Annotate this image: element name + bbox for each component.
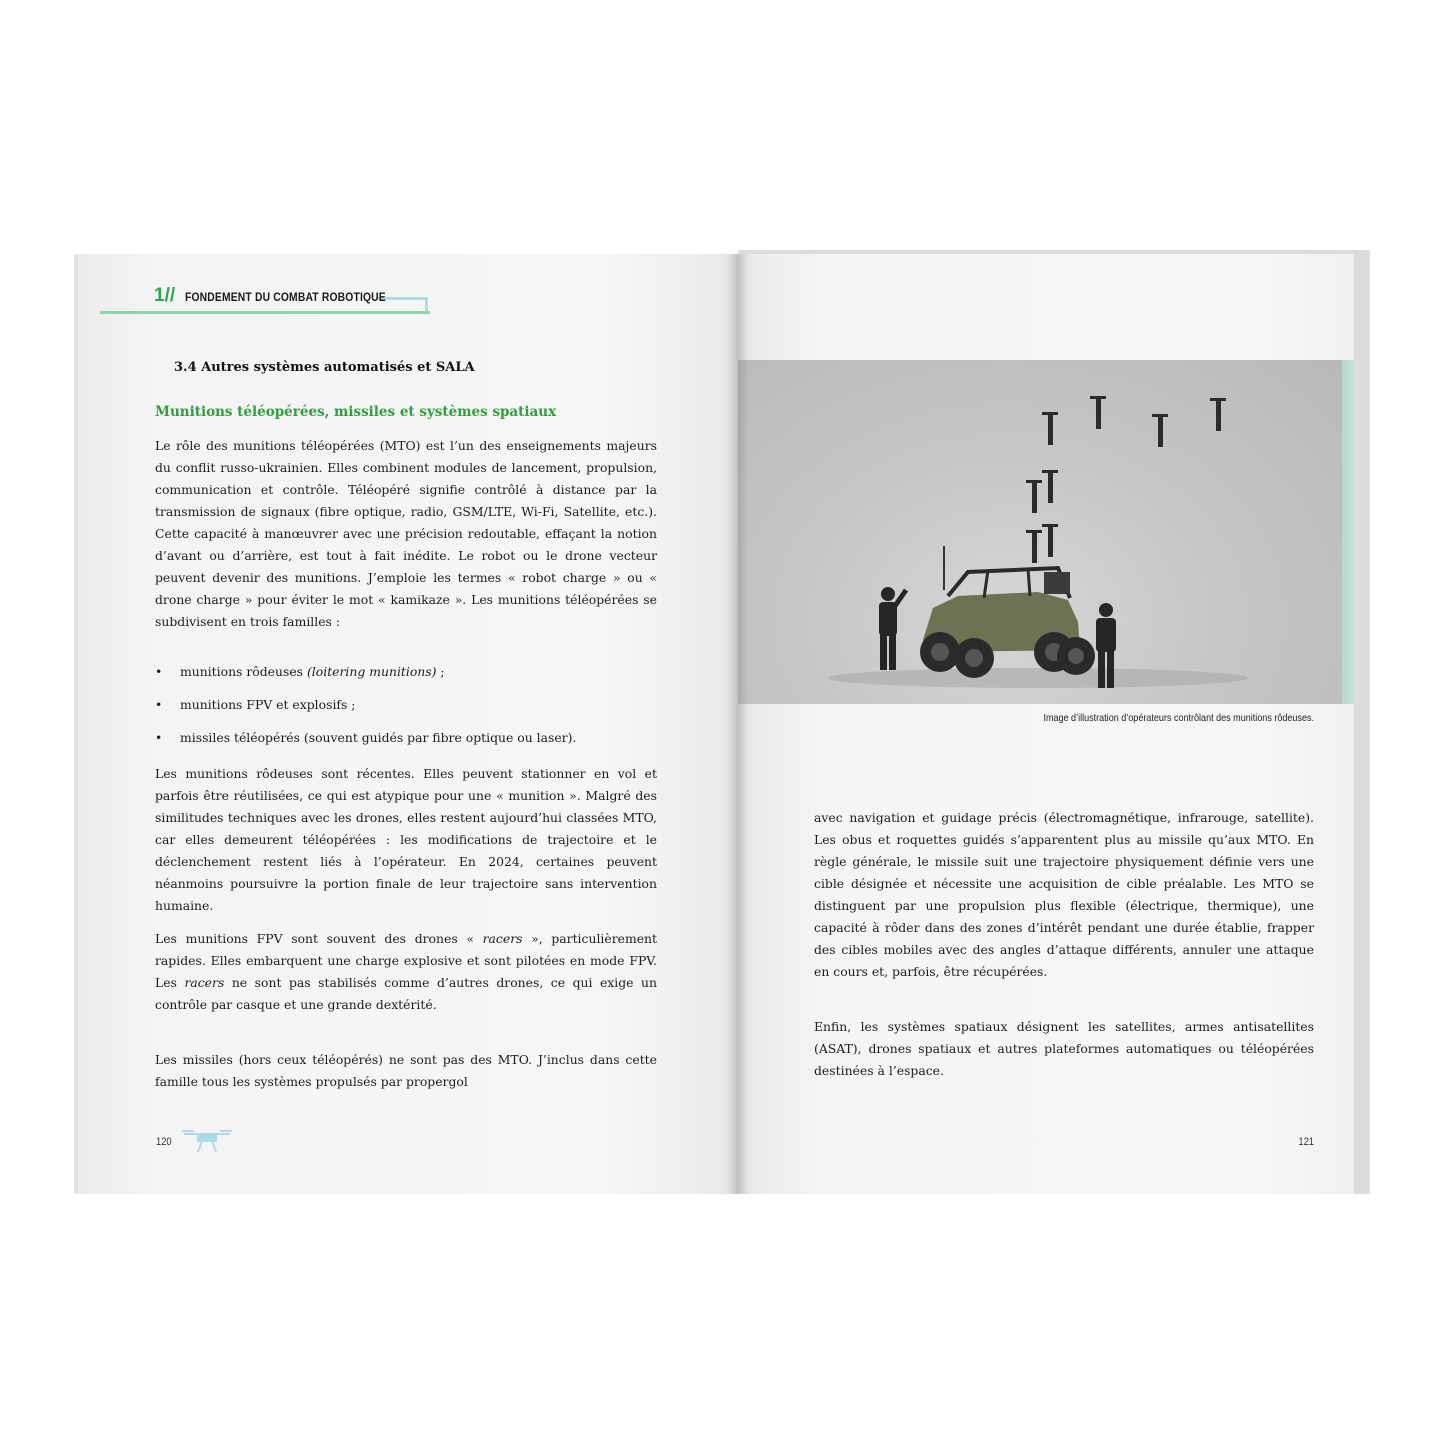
right-page (738, 254, 1354, 1194)
chapter-title: FONDEMENT DU COMBAT ROBOTIQUE (185, 290, 386, 304)
paragraph-part: Les munitions FPV sont souvent des drones « (155, 931, 483, 946)
list-item (155, 730, 665, 763)
paragraph-italic: racers (184, 975, 225, 990)
chapter-number: 1// (154, 285, 176, 306)
gutter-shadow (728, 254, 748, 1194)
illustration-image (738, 360, 1342, 704)
bullet-dot: • (155, 697, 163, 712)
list-item-text: missiles téléopérés (souvent guidés par fibre optique ou laser). (180, 730, 577, 745)
list-item-suffix: ; (436, 664, 445, 679)
bullet-dot: • (155, 730, 163, 745)
paragraph (155, 928, 657, 1016)
subsection-title: Munitions téléopérées, missiles et systèmes spatiaux (155, 404, 557, 420)
bullet-dot: • (155, 664, 163, 679)
left-page (78, 254, 738, 1194)
paragraph-part: », particulièrement rapides. Elles embarquent une charge explosive et sont pilotées en mode FPV. Les (155, 931, 657, 990)
figure-caption: Image d’illustration d’opérateurs contrôlant des munitions rôdeuses. (1043, 712, 1314, 724)
paragraph: Enfin, les systèmes spatiaux désignent les satellites, armes antisatellites (ASAT), drones spatiaux et autres plateformes automatiques ou téléopérées destinées à l’espace. (814, 1019, 1314, 1078)
munitions-scene (738, 360, 1342, 704)
ground-vehicle (920, 546, 1095, 678)
page-number: 120 (156, 1136, 172, 1148)
bullet-list (155, 664, 665, 763)
page-number: 121 (1298, 1136, 1314, 1148)
drone-icon (180, 1128, 234, 1158)
header-rule-green (100, 311, 430, 314)
section-title: 3.4 Autres systèmes automatisés et SALA (174, 360, 475, 375)
running-header (100, 284, 430, 316)
figure-accent-bar (1342, 360, 1354, 704)
list-item-text: munitions rôdeuses (180, 664, 307, 679)
paragraph: Les missiles (hors ceux téléopérés) ne sont pas des MTO. J’inclus dans cette famille tous les systèmes propulsés par propergol (155, 1052, 657, 1089)
paragraph-part: ne sont pas stabilisés comme d’autres drones, ce qui exige un contrôle par casque et une grande dextérité. (155, 975, 657, 1012)
list-item (155, 664, 665, 697)
paragraph: Le rôle des munitions téléopérées (MTO) est l’un des enseignements majeurs du conflit russo-ukrainien. Elles combinent modules de lancement, propulsion, communication et contrôle. Téléopéré signifie contrôlé à distance par la transmission de signaux (fibre optique, radio, GSM/LTE, Wi-Fi, Satellite, etc.). Cette capacité à manœuvrer avec une précision redoutable, effaçant la notion d’avant ou d’arrière, est tout à fait inédite. Le robot ou le drone vecteur peuvent devenir des munitions. J’emploie les termes « robot charge » ou « drone charge » pour éviter le mot « kamikaze ». Les munitions téléopérées se subdivisent en trois familles : (155, 438, 657, 629)
paragraph: avec navigation et guidage précis (électromagnétique, infrarouge, satellite). Les obus et roquettes guidés s’apparentent plus au missile qu’aux MTO. En règle générale, le missile suit une trajectoire physiquement définie vers une cible désignée et nécessite une acquisition de cible préalable. Les MTO se distinguent par une propulsion plus flexible (électrique, thermique), une capacité à rôder dans des zones d’intérêt pendant une durée établie, frapper des cibles mobiles avec des angles d’attaque différents, annuler une attaque en cours et, parfois, être récupérées. (814, 810, 1314, 979)
loitering-munitions (1026, 396, 1226, 563)
list-item (155, 697, 665, 730)
list-item-text: munitions FPV et explosifs ; (180, 697, 356, 712)
list-item-italic: (loitering munitions) (306, 664, 437, 679)
paragraph: Les munitions rôdeuses sont récentes. Elles peuvent stationner en vol et parfois être réutilisées, ce qui est atypique pour une « munition ». Malgré des similitudes techniques avec les drones, elles restent aujourd’hui classées MTO, car elles demeurent téléopérées : les modifications de trajectoire et le déclenchement restent liés à l’opérateur. En 2024, certaines peuvent néanmoins poursuivre la portion finale de leur trajectoire sans intervention humaine. (155, 766, 657, 913)
paragraph-italic: racers (482, 931, 523, 946)
